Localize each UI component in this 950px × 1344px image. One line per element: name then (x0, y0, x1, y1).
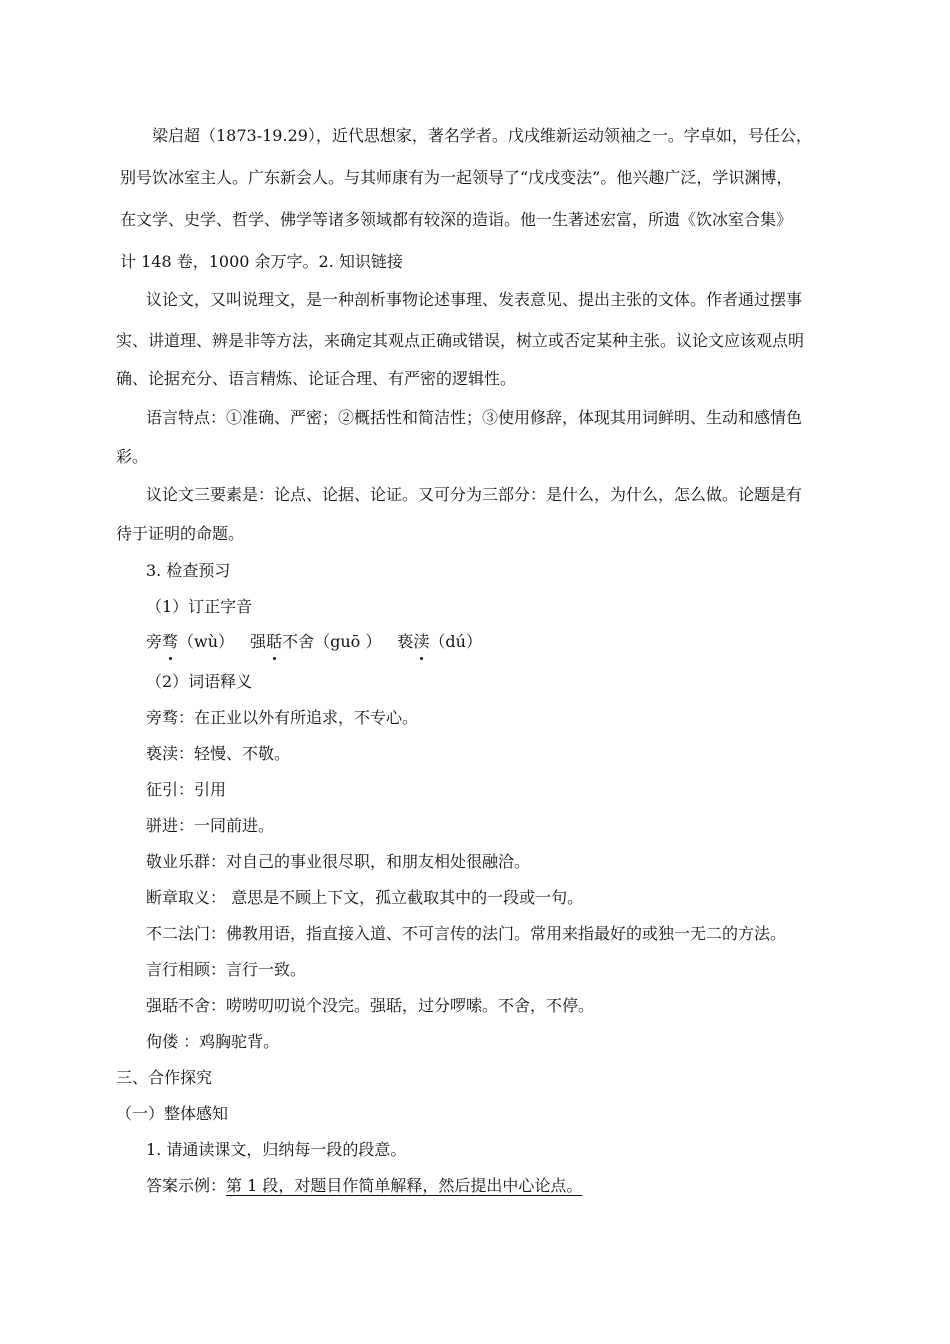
answer-label: 答案示例： (146, 1176, 227, 1195)
pron-item-2: 强聒不舍（guō ） (250, 632, 382, 651)
section-heading: 三、合作探究 (116, 1068, 213, 1087)
term-item: 敬业乐群：对自己的事业很尽职，和朋友相处很融洽。 (146, 852, 531, 871)
emphasis-char: 渎 (413, 632, 430, 651)
pron-item-3: 亵渎（dú） (397, 632, 482, 651)
term-item: 旁骛：在正业以外有所追求，不专心。 (146, 708, 419, 727)
knowledge-p3-line-2: 待于证明的命题。 (116, 524, 245, 543)
knowledge-p3-line-1: 议论文三要素是：论点、论据、论证。又可分为三部分：是什么，为什么，怎么做。论题是有 (146, 485, 803, 504)
term-item: 征引：引用 (146, 780, 227, 799)
preview-sub-terms: （2）词语释义 (146, 672, 253, 691)
answer-text: 第 1 段，对题目作简单解释，然后提出中心论点。 (226, 1176, 583, 1195)
preview-sub-pronunciation: （1）订正字音 (146, 597, 253, 616)
knowledge-p1-line-1: 议论文，又叫说理文，是一种剖析事物论述事理、发表意见、提出主张的文体。作者通过摆事 (146, 290, 803, 309)
knowledge-p1-line-2: 实、讲道理、辨是非等方法，来确定其观点正确或错误，树立或否定某种主张。议论文应该观点明 (116, 331, 805, 350)
term-item: 不二法门：佛教用语，指直接入道、不可言传的法门。常用来指最好的或独一无二的方法。 (146, 924, 787, 943)
preview-heading: 3. 检查预习 (146, 561, 231, 580)
intro-line-4: 计 148 卷，1000 余万字。2. 知识链接 (120, 252, 403, 271)
pronunciation-row (146, 631, 482, 653)
knowledge-p2-line-1: 语言特点：①准确、严密；②概括性和简洁性；③使用修辞，体现其用词鲜明、生动和感情色 (146, 408, 803, 427)
term-item: 亵渎：轻慢、不敬。 (146, 744, 291, 763)
intro-line-3: 在文学、史学、哲学、佛学等诸多领域都有较深的造诣。他一生著述宏富，所遗《饮冰室合集》 (120, 210, 793, 229)
knowledge-p2-line-2: 彩。 (116, 447, 149, 466)
answer-example (146, 1175, 582, 1197)
term-item: 断章取义： 意思是不顾上下文，孤立截取其中的一段或一句。 (146, 888, 584, 907)
intro-line-2: 别号饮冰室主人。广东新会人。与其师康有为一起领导了“戊戌变法”。他兴趣广泛，学识渊博， (120, 168, 793, 187)
pron-item-1: 旁骛（wù） (146, 632, 235, 651)
term-item: 骈进：一同前进。 (146, 816, 275, 835)
term-item: 强聒不舍：唠唠叨叨说个没完。强聒，过分啰嗦。不舍，不停。 (146, 996, 595, 1015)
section-subheading: （一）整体感知 (116, 1104, 229, 1123)
knowledge-p1-line-3: 确、论据充分、语言精炼、论证合理、有严密的逻辑性。 (116, 369, 517, 388)
emphasis-char: 骛 (162, 632, 179, 651)
emphasis-char: 聒 (266, 632, 283, 651)
question-1: 1. 请通读课文，归纳每一段的段意。 (146, 1140, 407, 1159)
term-item: 言行相顾：言行一致。 (146, 960, 307, 979)
term-item: 佝偻 ：鸡胸驼背。 (146, 1032, 280, 1051)
intro-line-1: 梁启超（1873-19.29），近代思想家，著名学者。戊戌维新运动领袖之一。字卓如，号任公， (152, 126, 812, 145)
